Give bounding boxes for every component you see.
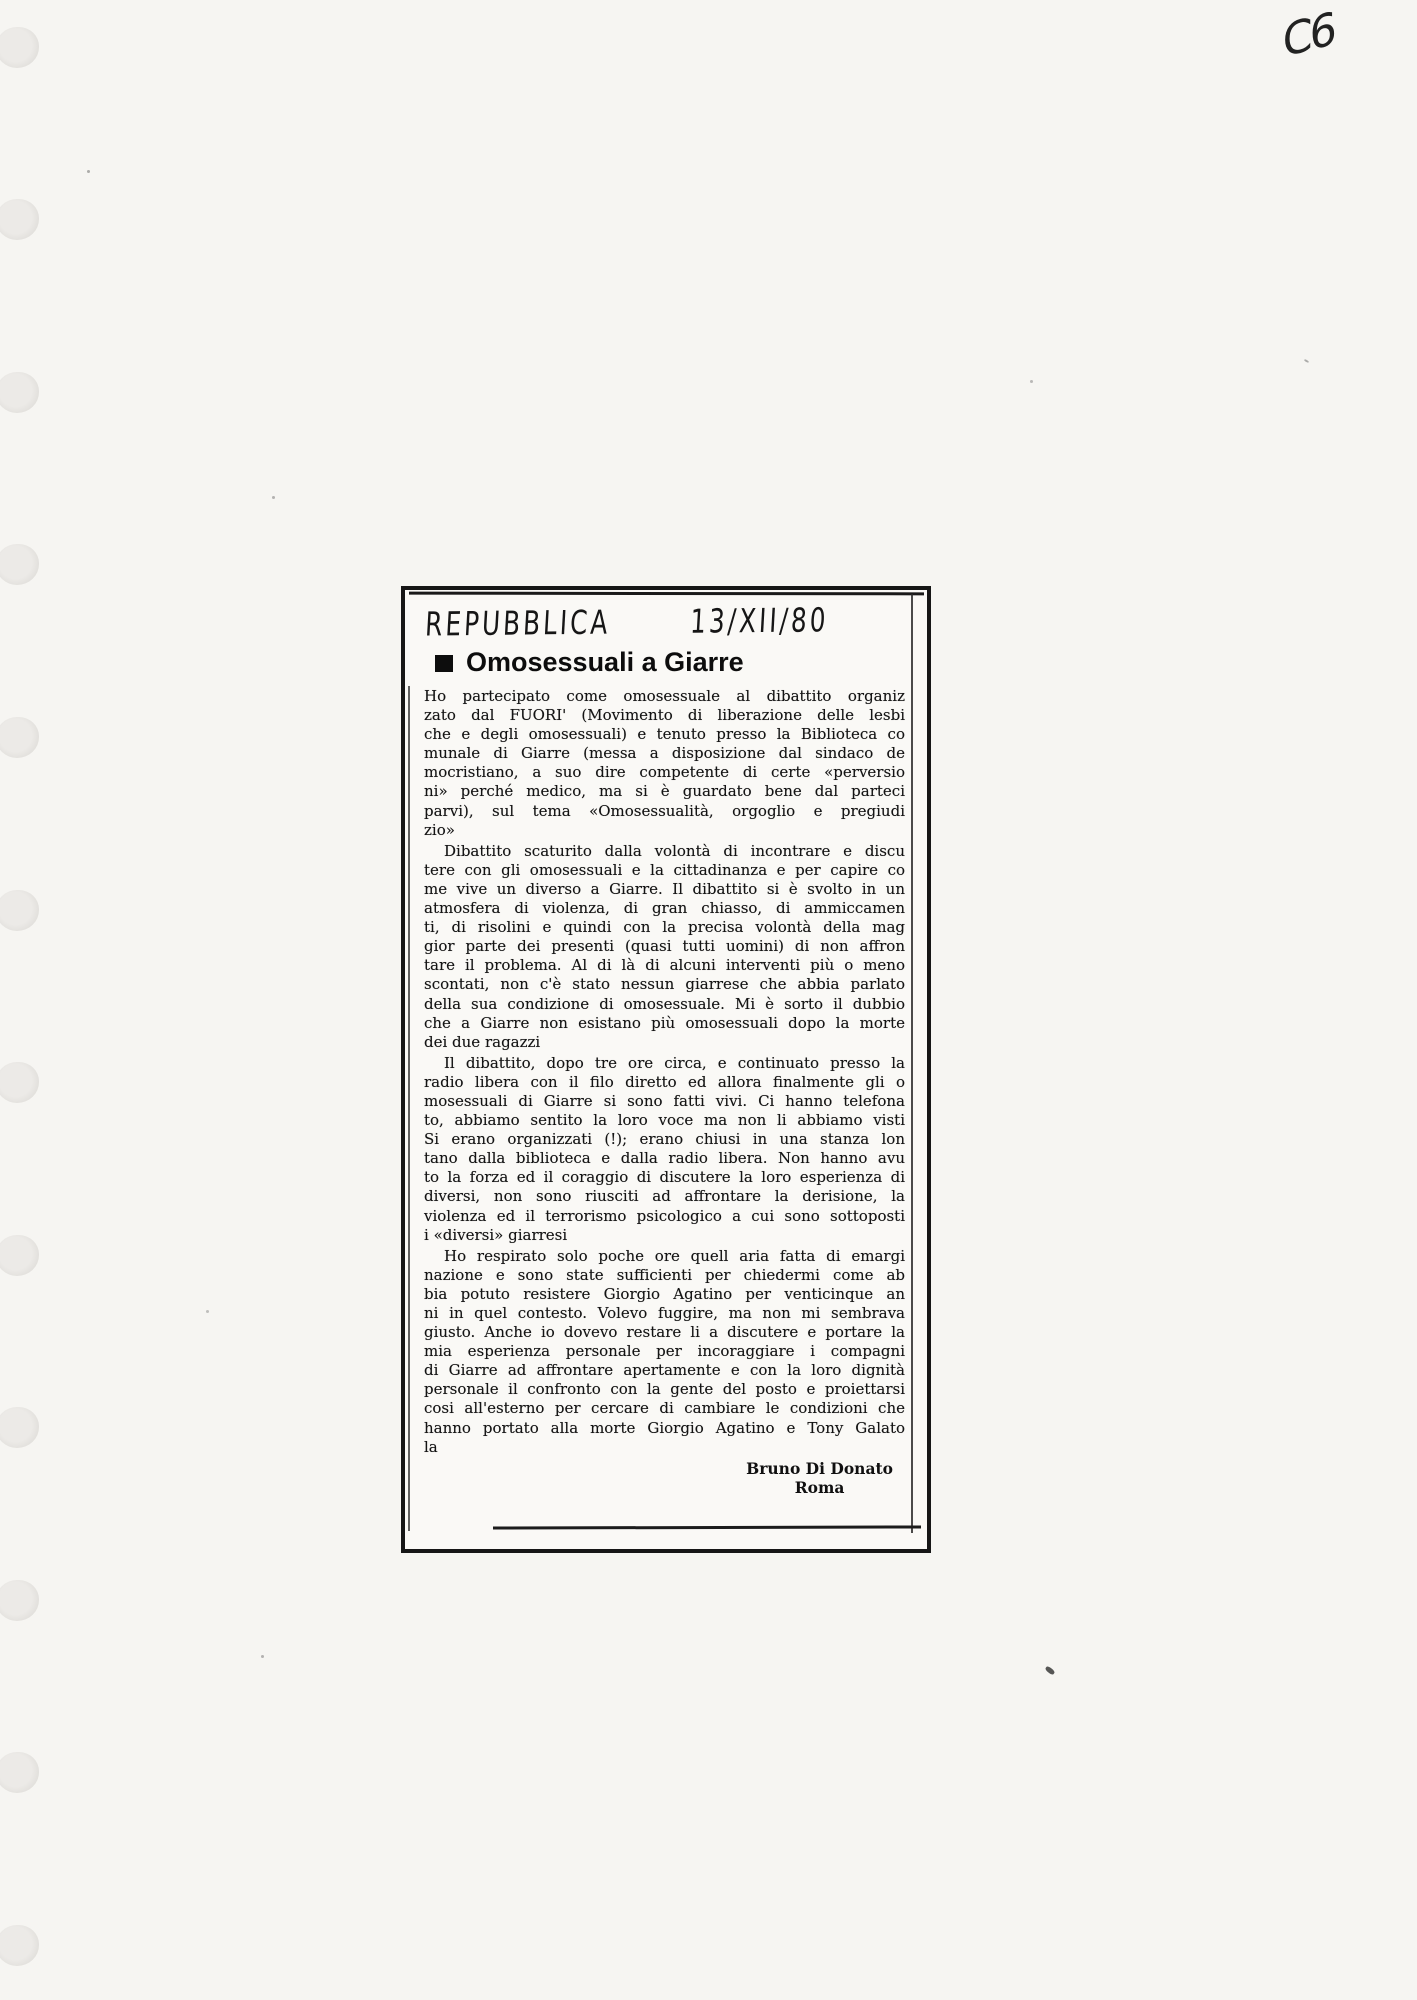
text-line: i «diversi» giarresi [424, 1225, 568, 1244]
scan-speck [272, 496, 275, 499]
text-line: munale di Giarre (messa a disposizione dal sindaco de [424, 744, 905, 763]
text-line: diversi, non sono riusciti ad affrontare la derisione, la [424, 1187, 905, 1206]
scan-speck [1304, 359, 1309, 363]
text-line: la [424, 1437, 438, 1456]
text-line: Il dibattito, dopo tre ore circa, e continuato presso la [444, 1053, 905, 1072]
text-line: zato dal FUORI' (Movimento di liberazione delle lesbi [424, 706, 905, 725]
punch-hole [0, 1407, 39, 1448]
text-line: radio libera con il filo diretto ed allora finalmente gli o [424, 1072, 905, 1091]
headline-text: Omosessuali a Giarre [466, 647, 744, 677]
scan-speck [1045, 1665, 1056, 1675]
text-line: tare il problema. Al di là di alcuni interventi più o meno [424, 956, 905, 975]
text-line: parvi), sul tema «Omosessualità, orgoglio e pregiudi [424, 801, 905, 820]
text-line: Dibattito scaturito dalla volontà di incontrare e discu [444, 841, 905, 860]
punch-hole [0, 717, 39, 758]
clipping-right-edge [911, 594, 913, 1533]
text-line: giusto. Anche io dovevo restare li a discutere e portare la [424, 1323, 905, 1342]
text-line: tere con gli omosessuali e la cittadinanza e per capire co [424, 860, 905, 879]
text-line: dei due ragazzi [424, 1032, 541, 1051]
newspaper-clipping [401, 586, 931, 1553]
handwritten-source: REPUBBLICA [424, 602, 612, 644]
clipping-top-edge [409, 592, 924, 596]
text-line: gior parte dei presenti (quasi tutti uomini) di non affron [424, 937, 905, 956]
handwritten-page-number: C6 [1282, 2, 1334, 69]
text-line: to, abbiamo sentito la loro voce ma non li abbiamo visti [424, 1111, 905, 1130]
punch-hole [0, 372, 39, 413]
text-line: tano dalla biblioteca e dalla radio libera. Non hanno avu [424, 1149, 905, 1168]
punch-hole [0, 199, 39, 240]
signature-name: Bruno Di Donato [746, 1458, 893, 1478]
text-line: Ho respirato solo poche ore quell aria fatta di emargi [444, 1246, 905, 1265]
clipping-bottom-rule [493, 1525, 921, 1529]
text-line: hanno portato alla morte Giorgio Agatino e Tony Galato [424, 1418, 905, 1437]
article-signature [405, 1459, 927, 1497]
punch-hole [0, 1235, 39, 1276]
punch-hole [0, 1752, 39, 1793]
text-line: ni in quel contesto. Volevo fuggire, ma non mi sembrava [424, 1304, 905, 1322]
text-line: ni» perché medico, ma si è guardato bene dal parteci [424, 782, 905, 801]
text-line: bia potuto resistere Giorgio Agatino per venticinque an [424, 1284, 905, 1303]
paragraph [424, 687, 905, 840]
paragraph [424, 1054, 905, 1245]
text-line: atmosfera di violenza, di gran chiasso, di ammiccamen [424, 899, 905, 918]
text-line: me vive un diverso a Giarre. Il dibattito si è svolto in un [424, 879, 905, 898]
signature-place: Roma [794, 1477, 845, 1497]
scan-speck [1030, 380, 1033, 383]
text-line: mosessuali di Giarre si sono fatti vivi. Ci hanno telefona [424, 1091, 905, 1110]
article-body [405, 687, 927, 1457]
text-line: ti, di risolini e quindi con la precisa volontà della mag [424, 918, 905, 937]
clipping-left-edge [408, 686, 410, 1531]
text-line: Si erano organizzati (!); erano chiusi in una stanza lon [424, 1130, 905, 1149]
text-line: mocristiano, a suo dire competente di certe «perversio [424, 763, 905, 782]
text-line: to la forza ed il coraggio di discutere la loro esperienza di [424, 1168, 905, 1187]
text-line: mia esperienza personale per incoraggiare i compagni [424, 1342, 905, 1361]
text-line: personale il confronto con la gente del posto e proiettarsi [424, 1380, 905, 1399]
handwritten-source-line [405, 599, 927, 643]
punch-hole [0, 1580, 39, 1621]
handwritten-date: 13/XII/80 [689, 600, 830, 641]
paragraph [424, 1247, 905, 1457]
text-line: che e degli omosessuali) e tenuto presso la Biblioteca co [424, 725, 905, 744]
scan-speck [87, 170, 90, 173]
punch-hole [0, 544, 39, 585]
text-line: cosi all'esterno per cercare di cambiare le condizioni che [424, 1399, 905, 1418]
text-line: che a Giarre non esistano più omosessuali dopo la morte [424, 1013, 905, 1032]
paragraph [424, 842, 905, 1052]
text-line: nazione e sono state sufficienti per chiedermi come ab [424, 1265, 905, 1284]
headline-bullet-square [435, 655, 453, 672]
scan-speck [261, 1655, 264, 1658]
scan-speck [206, 1310, 209, 1313]
text-line: di Giarre ad affrontare apertamente e con la loro dignità [424, 1361, 905, 1380]
punch-hole [0, 890, 39, 931]
text-line: della sua condizione di omosessuale. Mi è sorto il dubbio [424, 994, 905, 1013]
text-line: zio» [424, 820, 455, 839]
text-line: scontati, non c'è stato nessun giarrese che abbia parlato [424, 975, 905, 994]
punch-hole [0, 27, 39, 68]
punch-hole [0, 1062, 39, 1103]
text-line: violenza ed il terrorismo psicologico a cui sono sottoposti [424, 1206, 905, 1225]
punch-hole [0, 1925, 39, 1966]
article-headline [405, 647, 927, 678]
text-line: Ho partecipato come omosessuale al dibattito organiz [424, 687, 905, 705]
